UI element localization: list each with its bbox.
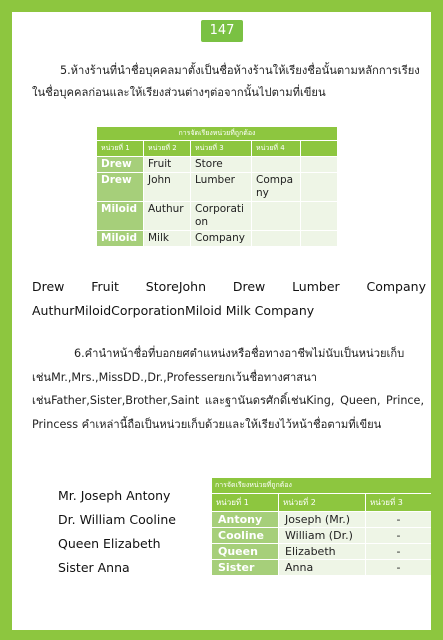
result-word: Fruit	[91, 279, 119, 294]
result-word: Drew	[32, 279, 65, 294]
document-page	[12, 12, 431, 630]
table-row	[212, 512, 432, 528]
table-cell	[252, 157, 301, 173]
table-cell: Elizabeth	[279, 544, 366, 560]
table-cell: -	[366, 544, 432, 560]
example-name: Mr. Joseph Antony	[58, 488, 171, 503]
result-word: Drew	[232, 279, 266, 294]
rule-6-paragraph: 6.คำนำหน้าชื่อที่บอกยศตำแหน่งหรือชื่อทางอาชีพไม่นับเป็นหน่วยเก็บเช่นMr.,Mrs.,MissDD.,Dr.,Professerยกเว้นชื่อทางศาสนาเช่นFather,Sister,Brother,Saint และฐานันดรศักดิ์เช่นKing, Queen, Prince, Princess คำเหล่านี้ถือเป็นหน่วยเก็บด้วยและให้เรียงไว้หน้าชื่อตามที่เขียน	[32, 347, 424, 431]
table-cell	[301, 157, 338, 173]
table-cell: John	[144, 173, 191, 202]
col-header: หน่วยที่ 3	[191, 141, 252, 157]
table-row	[97, 202, 338, 231]
col-header: หน่วยที่ 2	[144, 141, 191, 157]
table-cell: Miloid	[97, 202, 144, 231]
table-cell: Lumber	[191, 173, 252, 202]
table-cell	[301, 202, 338, 231]
table-row	[97, 231, 338, 247]
table-cell: -	[366, 560, 432, 576]
example-names-list	[58, 484, 176, 580]
table-cell: Cooline	[212, 528, 279, 544]
table-cell: Authur	[144, 202, 191, 231]
table-cell: Sister	[212, 560, 279, 576]
filing-table-2	[211, 477, 431, 576]
table-cell: Antony	[212, 512, 279, 528]
table-cell: Corporation	[191, 202, 252, 231]
table-row	[97, 173, 338, 202]
table-cell: Queen	[212, 544, 279, 560]
table-cell: -	[366, 512, 432, 528]
table-cell	[301, 231, 338, 247]
example-name: Sister Anna	[58, 560, 130, 575]
col-header: หน่วยที่ 1	[212, 494, 279, 512]
table-cell	[252, 202, 301, 231]
col-header	[301, 141, 338, 157]
table-cell: Anna	[279, 560, 366, 576]
table-cell: Milk	[144, 231, 191, 247]
table-cell: Drew	[97, 173, 144, 202]
example-name: Dr. William Cooline	[58, 512, 176, 527]
table-cell	[252, 231, 301, 247]
col-header: หน่วยที่ 3	[366, 494, 432, 512]
table-cell: Fruit	[144, 157, 191, 173]
table-cell: -	[366, 528, 432, 544]
result-word: StoreJohn	[145, 279, 206, 294]
table-title: การจัดเรียงหน่วยที่ถูกต้อง	[97, 127, 338, 141]
table-title: การจัดเรียงหน่วยที่ถูกต้อง	[212, 478, 432, 494]
table-row	[212, 528, 432, 544]
example-name: Queen Elizabeth	[58, 536, 161, 551]
col-header: หน่วยที่ 4	[252, 141, 301, 157]
result-word: Company	[366, 279, 426, 294]
table-cell: Company	[252, 173, 301, 202]
table-cell: Joseph (Mr.)	[279, 512, 366, 528]
table-cell	[301, 173, 338, 202]
table-row	[212, 560, 432, 576]
table-row	[97, 157, 338, 173]
table-row	[212, 544, 432, 560]
table-cell: Store	[191, 157, 252, 173]
table-cell: Miloid	[97, 231, 144, 247]
col-header: หน่วยที่ 1	[97, 141, 144, 157]
page-number: 147	[201, 20, 243, 42]
table-cell: Drew	[97, 157, 144, 173]
table-cell: William (Dr.)	[279, 528, 366, 544]
result-line-2: AuthurMiloidCorporationMiloid Milk Company	[32, 303, 315, 318]
table-cell: Company	[191, 231, 252, 247]
filing-table-1	[96, 126, 338, 247]
result-word: Lumber	[292, 279, 340, 294]
col-header: หน่วยที่ 2	[279, 494, 366, 512]
result-line-1	[32, 279, 426, 294]
rule-5-paragraph: 5.ห้างร้านที่นำชื่อบุคคลมาตั้งเป็นชื่อห้างร้านให้เรียงชื่อนั้นตามหลักการเรียงในชื่อบุคคลก่อนและให้เรียงส่วนต่างๆต่อจากนั้นไปตามที่เขียน	[32, 64, 420, 99]
